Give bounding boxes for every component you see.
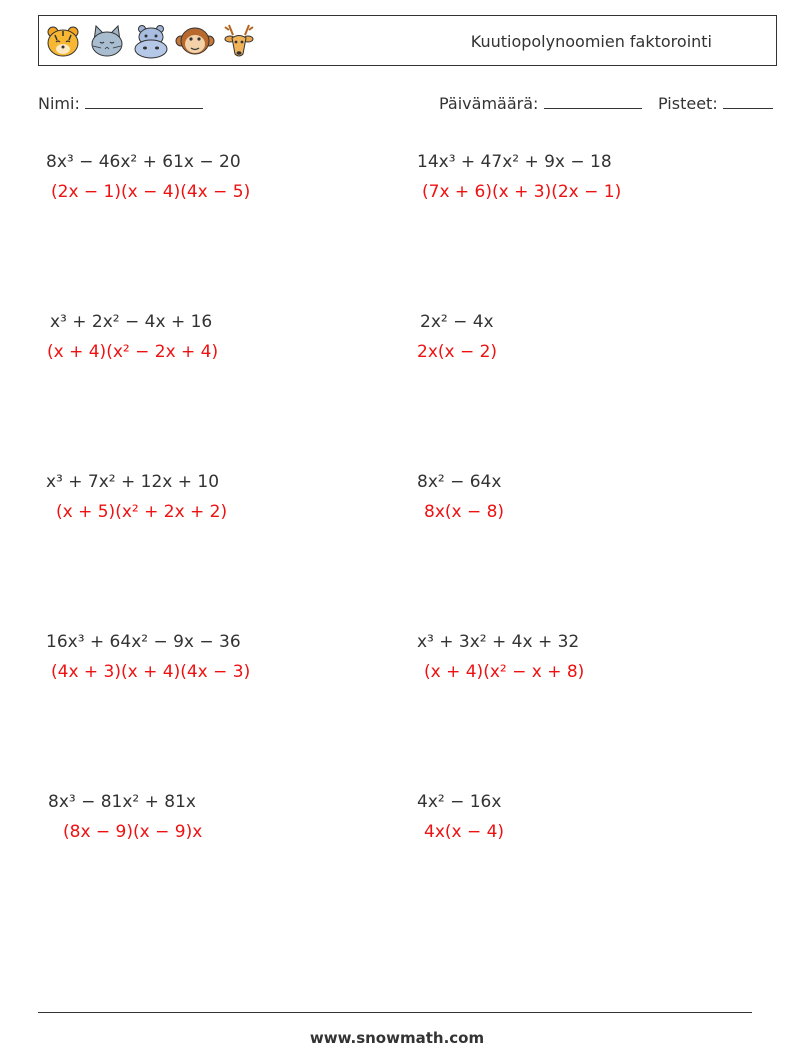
deer-icon [219, 21, 259, 61]
footer-divider [38, 1012, 752, 1013]
monkey-icon [175, 21, 215, 61]
problem-2-question: 14x³ + 47x² + 9x − 18 [417, 152, 612, 172]
problem-3-question: x³ + 2x² − 4x + 16 [50, 312, 213, 332]
problem-4-answer: 2x(x − 2) [417, 342, 498, 362]
cat-icon [87, 21, 127, 61]
problem-5-answer: (x + 5)(x² + 2x + 2) [56, 502, 228, 522]
hippo-icon [131, 21, 171, 61]
problem-6-answer: 8x(x − 8) [424, 502, 505, 522]
worksheet-title: Kuutiopolynoomien faktorointi [470, 32, 712, 51]
score-label: Pisteet: [658, 94, 718, 113]
date-blank[interactable] [544, 94, 642, 109]
footer-url[interactable]: www.snowmath.com [309, 1029, 485, 1047]
problem-7-question: 16x³ + 64x² − 9x − 36 [46, 632, 241, 652]
score-blank[interactable] [723, 94, 773, 109]
problem-9-answer: (8x − 9)(x − 9)x [63, 822, 203, 842]
problem-8-answer: (x + 4)(x² − x + 8) [424, 662, 585, 682]
name-field[interactable] [38, 94, 203, 113]
problem-9-question: 8x³ − 81x² + 81x [48, 792, 196, 812]
problem-6-question: 8x² − 64x [417, 472, 502, 492]
problem-4-question: 2x² − 4x [420, 312, 494, 332]
problem-3-answer: (x + 4)(x² − 2x + 4) [47, 342, 219, 362]
date-field[interactable] [439, 94, 642, 113]
name-blank[interactable] [85, 94, 203, 109]
problem-1-answer: (2x − 1)(x − 4)(4x − 5) [51, 182, 251, 202]
problem-2-answer: (7x + 6)(x + 3)(2x − 1) [422, 182, 622, 202]
problem-5-question: x³ + 7x² + 12x + 10 [46, 472, 220, 492]
animal-icons [43, 19, 259, 63]
problem-10-answer: 4x(x − 4) [424, 822, 505, 842]
name-label: Nimi: [38, 94, 80, 113]
problem-8-question: x³ + 3x² + 4x + 32 [417, 632, 580, 652]
score-field[interactable] [658, 94, 773, 113]
problem-1-question: 8x³ − 46x² + 61x − 20 [46, 152, 241, 172]
problem-7-answer: (4x + 3)(x + 4)(4x − 3) [51, 662, 251, 682]
worksheet-header [38, 15, 777, 66]
tiger-icon [43, 21, 83, 61]
problem-10-question: 4x² − 16x [417, 792, 502, 812]
date-label: Päivämäärä: [439, 94, 539, 113]
